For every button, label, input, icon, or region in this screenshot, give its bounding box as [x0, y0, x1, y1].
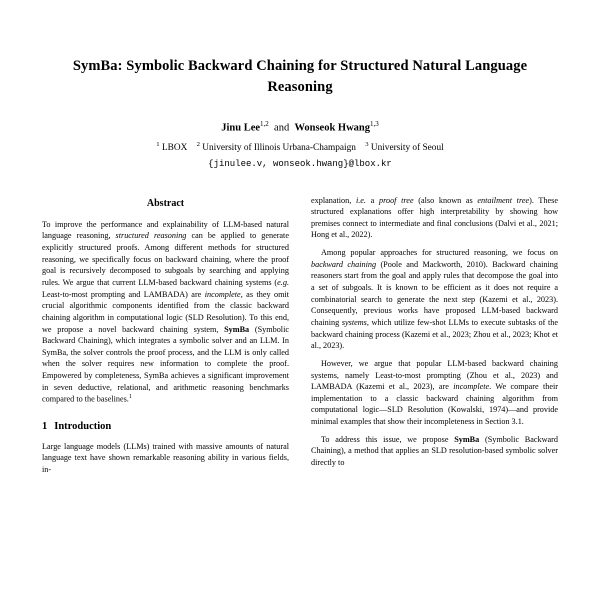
section-heading-introduction	[42, 420, 289, 435]
affil-2-text: University of Illinois Urbana-Champaign	[202, 142, 356, 153]
footnote-marker[interactable]: 1	[128, 394, 132, 401]
affil-3-text: University of Seoul	[370, 142, 444, 153]
abstract-text-3: Least-to-most prompting and LAMBADA) are	[42, 289, 205, 299]
abstract-heading: Abstract	[146, 197, 185, 209]
rp1-text-4: ). These structured explanations offer high interpretability by showing how premises connect to intermediate and final conclusions (Dalvi et al., 2021; Hong et al., 2022).	[311, 195, 558, 240]
abstract-italic-2: e.g.	[277, 277, 289, 287]
rp2-italic-1: backward chaining	[311, 259, 377, 269]
author-one-affil-marker: 1,2	[260, 120, 269, 129]
abstract-italic-1: structured reasoning	[115, 231, 187, 241]
rp4-text-1: To address this issue, we propose	[321, 434, 455, 444]
affil-3-marker: 3	[365, 140, 369, 148]
abstract-text-2: can be applied to generate explicitly structured proofs. Among different methods for structured reasoning, we specifically focus on backward chaining, where the proof goal is recursively decomposed to subgoals by searching and applying rules. We argue that current LLM-based backward chaining systems (	[42, 231, 289, 287]
contact-email: {jinulee.v, wonseok.hwang}@lbox.kr	[208, 158, 392, 169]
author-one-name: Jinu Lee	[221, 122, 261, 134]
section-title: Introduction	[54, 420, 112, 432]
rp4-text-2: (Symbolic Backward Chaining), a method that applies an SLD resolution-based symbolic solver directly to	[311, 434, 559, 468]
rp3-italic-1: incomplete	[453, 382, 490, 392]
rp2-text-2: (Poole and Mackworth, 2010). Backward chaining reasoners start from the goal and apply rules that decompose the goal into a set of subgoals. It is known to be efficient as it does not require a combinatorial search to generate the next step (Kazemi et al., 2023). Consequently, previous works have proposed LLM-based backward chaining	[311, 259, 558, 327]
right-paragraph-3	[311, 358, 558, 428]
author-two-affil-marker: 1,3	[370, 120, 379, 129]
body-columns	[0, 195, 600, 482]
rp1-text-1: explanation,	[311, 195, 356, 205]
affil-1-text: LBOX	[161, 142, 188, 153]
author-conjunction: and	[274, 122, 290, 134]
author-list	[72, 120, 528, 134]
rp2-text-3: , which utilize few-shot LLMs to execute subtasks of the backward chaining process (Kazemi et al., 2023; Zhou et al., 2023; Khot et al., 2023).	[311, 317, 558, 351]
rp1-text-2: a	[365, 195, 380, 205]
rp1-italic-2: proof tree	[379, 195, 414, 205]
rp3-text-1: However, we argue that popular LLM-based backward chaining systems, namely Least-to-most prompting (Zhou et al., 2023) and LAMBADA (Kazemi et al., 2023), are	[311, 358, 558, 392]
affil-2-marker: 2	[196, 140, 200, 148]
rp1-italic-3: entailment tree	[477, 195, 530, 205]
rp1-text-3: (also known as	[413, 195, 478, 205]
abstract-paragraph	[42, 219, 289, 406]
abstract-italic-3: incomplete	[204, 289, 241, 299]
rp3-text-2: . We compare their implementation to a classic backward chaining algorithm from computational logic—SLD Resolution (Kowalski, 1974)—and provide minimal examples that show their incompleteness in Section 3.1.	[311, 382, 558, 427]
section-number: 1	[42, 420, 48, 432]
rp2-italic-2: systems	[341, 317, 367, 327]
abstract-text-5: (Symbolic Backward Chaining), which integrates a symbolic solver and an LLM. In SymBa, the solver controls the proof process, and the LLM is only called when the solver requires new information to complete the proof. Empowered by completeness, SymBa achieves a significant improvement in seven deductive, relational, and arithmetic reasoning benchmarks compared to the baselines.	[42, 324, 289, 405]
title-block	[0, 0, 600, 169]
right-paragraph-4	[311, 434, 558, 469]
rp4-bold-1: SymBa	[454, 434, 480, 444]
left-column	[42, 195, 289, 482]
intro-paragraph-1: Large language models (LLMs) trained with massive amounts of natural language text have shown remarkable reasoning ability in various fields, in-	[42, 441, 289, 474]
right-paragraph-1	[311, 195, 558, 242]
abstract-bold-1: SymBa	[224, 324, 250, 334]
affil-1-marker: 1	[156, 140, 160, 148]
page-title: SymBa: Symbolic Backward Chaining for Structured Natural Language Reasoning	[72, 58, 528, 96]
right-paragraph-2	[311, 247, 558, 352]
author-two-name: Wonseok Hwang	[294, 122, 371, 134]
rp2-text-1: Among popular approaches for structured reasoning, we focus on	[321, 248, 558, 258]
abstract-text-1: To improve the performance and explainability of LLM-based natural language reasoning,	[42, 219, 289, 241]
affiliation-list	[72, 140, 528, 156]
rp1-italic-1: i.e.	[355, 195, 366, 205]
abstract-text-4: , as they omit crucial algorithmic components identified from the classic backward chaining algorithm in computational logic (SLD Resolution). To this end, we propose a novel backward chaining system,	[42, 289, 289, 334]
right-column	[311, 195, 558, 482]
